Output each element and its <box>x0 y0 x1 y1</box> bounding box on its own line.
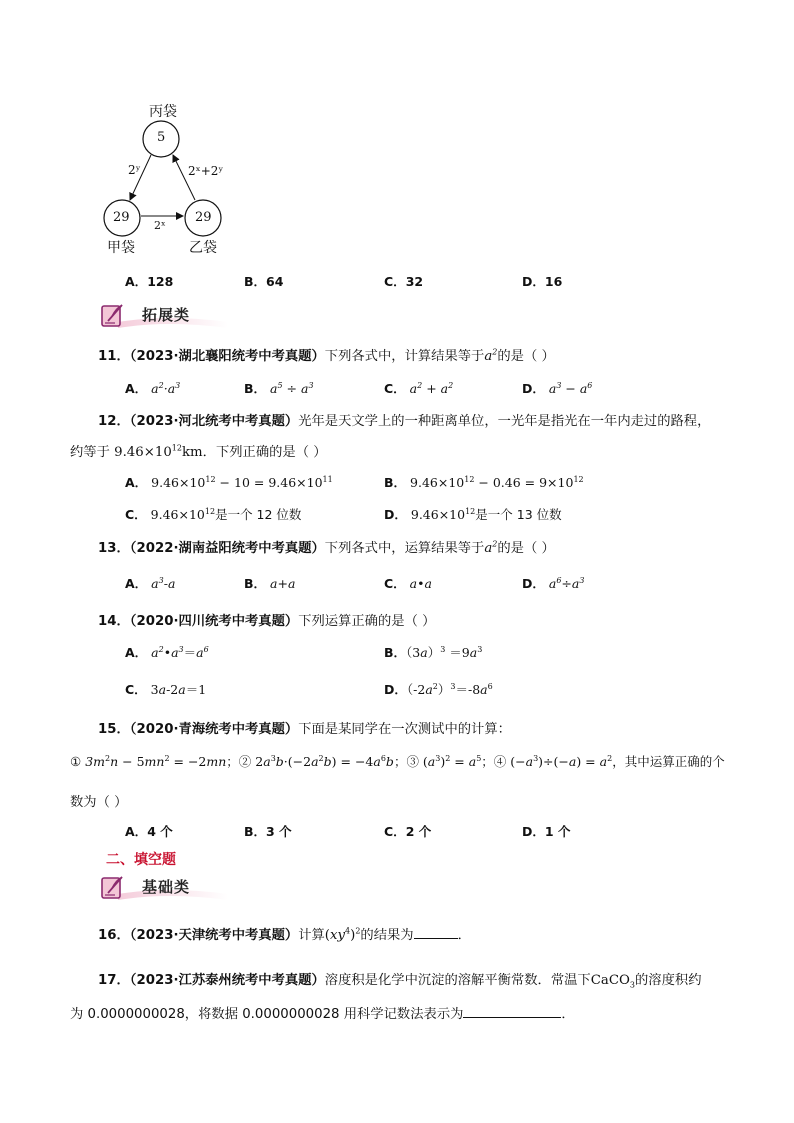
option-letter: A． <box>125 274 148 289</box>
q11-option-a[interactable]: A． $a^2\cdot a^3$ <box>125 380 181 396</box>
question-number: 14． <box>98 614 130 629</box>
question-source: （2023·天津统考中考真题） <box>129 928 299 943</box>
bag-b-value: 29 <box>195 210 212 225</box>
option-value: 1 个 <box>544 824 571 839</box>
answer-blank[interactable] <box>414 926 458 939</box>
option-letter: C． <box>384 576 406 591</box>
question-tail: 的结果为 <box>360 928 414 943</box>
question-text: 溶度积是化学中沉淀的溶解平衡常数．常温下 <box>324 973 591 988</box>
option-value: 32 <box>405 274 424 289</box>
q11-stem <box>98 345 555 364</box>
q10-option-a[interactable] <box>125 272 173 290</box>
bag-a-label: 甲袋 <box>107 240 135 256</box>
q10-option-b[interactable] <box>244 272 283 290</box>
math: $a^2$ <box>484 539 498 556</box>
q14-option-b[interactable]: B．$(3a)^3 =9a^3$ <box>384 644 483 660</box>
option-letter: A． <box>125 475 148 490</box>
option-letter: B． <box>384 645 407 660</box>
q12-stem-line1 <box>98 410 710 429</box>
edge-bottom-label: 2ˣ <box>154 219 166 232</box>
q12-option-c[interactable]: C． $9.46\times 10^{12}$是一个 12 位数 <box>125 506 302 522</box>
option-letter: A． <box>125 381 148 396</box>
question-tail: 的是（ ） <box>497 541 555 556</box>
q13-option-b[interactable]: B． a+a <box>244 576 296 591</box>
q15-option-d[interactable] <box>522 822 570 840</box>
q12-option-d[interactable]: D． $9.46\times 10^{12}$是一个 13 位数 <box>384 506 562 522</box>
section-title: 拓展类 <box>142 306 191 324</box>
option-value: 64 <box>266 274 284 289</box>
edge-left-label: 2ʸ <box>128 163 141 177</box>
q15-stem <box>98 718 511 737</box>
question-source: （2023·湖北襄阳统考中考真题） <box>129 349 325 364</box>
question-number: 12． <box>98 414 130 429</box>
quill-book-icon <box>100 302 126 328</box>
section-banner-basic <box>98 872 228 902</box>
option-letter: C． <box>125 507 147 522</box>
option-letter: D． <box>522 576 545 591</box>
option-value: 128 <box>147 274 174 289</box>
section-title: 基础类 <box>142 878 191 896</box>
q13-stem <box>98 537 555 556</box>
question-text: 下面是某同学在一次测试中的计算： <box>298 722 511 737</box>
option-text: 是一个 12 位数 <box>215 507 302 522</box>
option-letter: B． <box>244 824 267 839</box>
math: $9.46\times 10^{12}km$ <box>109 443 203 460</box>
q13-option-a[interactable]: A． $a^3-a$ <box>125 575 176 591</box>
answer-blank[interactable] <box>463 1005 561 1018</box>
option-letter: D． <box>522 274 545 289</box>
q14-option-a[interactable]: A． $a^2•a^3=a^6$ <box>125 644 209 660</box>
option-letter: D． <box>384 682 407 697</box>
question-text: 下列运算正确的是（ ） <box>298 614 436 629</box>
section-banner-expand <box>98 300 228 330</box>
bag-a-value: 29 <box>113 210 130 225</box>
question-number: 15． <box>98 722 130 737</box>
option-letter: C． <box>384 824 406 839</box>
question-text: 下列各式中，运算结果等于 <box>324 541 485 556</box>
option-letter: C． <box>384 381 406 396</box>
q10-option-c[interactable] <box>384 272 423 290</box>
bag-c-value: 5 <box>157 130 166 145</box>
question-number: 11． <box>98 349 130 364</box>
question-tail: ，其中运算正确的个 <box>612 754 725 769</box>
question-source: （2022·湖南益阳统考中考真题） <box>129 541 325 556</box>
q15-option-a[interactable] <box>125 822 173 840</box>
question-tail: 的是（ ） <box>497 349 555 364</box>
option-value: 2 个 <box>405 824 432 839</box>
q17-stem-line1 <box>98 969 702 990</box>
q13-option-c[interactable]: C． a•a <box>384 576 432 591</box>
option-letter: B． <box>244 381 267 396</box>
math: ① $3m^2n - 5mn^2 = -2mn$；② $2a^3b\cdot(-2a^2b) = -4a^6b$；③ $(a^3)^2 = a^5$；④ $(-a^3)\div(-a) = a^2$ <box>70 753 613 769</box>
arrow-c-to-a <box>130 155 151 200</box>
option-letter: D． <box>522 381 545 396</box>
question-source: （2023·河北统考中考真题） <box>129 414 299 429</box>
math: $(xy^4)^2$ <box>324 926 361 943</box>
option-letter: B． <box>244 576 267 591</box>
q12-stem-line2 <box>70 441 327 460</box>
q11-option-b[interactable]: B． $a^5 \div a^3$ <box>244 380 314 396</box>
math: $a^2$ <box>484 347 498 364</box>
q17-stem-line2 <box>70 1003 575 1022</box>
q15-stem-line3: 数为（ ） <box>70 795 128 810</box>
option-text: 是一个 13 位数 <box>475 507 562 522</box>
bag-c-label: 丙袋 <box>149 104 177 120</box>
question-number: 16． <box>98 928 130 943</box>
question-text: 计算 <box>298 928 325 943</box>
q15-option-c[interactable] <box>384 822 431 840</box>
option-letter: A． <box>125 824 148 839</box>
q15-expressions <box>70 752 725 770</box>
question-tail: 的溶度积约 <box>635 973 702 988</box>
quill-book-icon <box>100 874 126 900</box>
part-two-heading: 二、填空题 <box>106 852 176 868</box>
option-value: 4 个 <box>147 824 173 839</box>
question-text: 光年是天文学上的一种距离单位，一光年是指光在一年内走过的路程， <box>298 414 711 429</box>
question-source: （2023·江苏泰州统考中考真题） <box>129 973 325 988</box>
q13-option-d[interactable]: D． $a^6\div a^3$ <box>522 575 585 591</box>
option-letter: B． <box>384 475 407 490</box>
question-tail: ．下列正确的是（ ） <box>202 445 327 460</box>
q14-stem <box>98 610 435 629</box>
math: CaCO$_3$ <box>590 973 636 990</box>
edge-right-label: 2ˣ+2ʸ <box>188 164 224 178</box>
option-value: 16 <box>544 274 563 289</box>
q11-option-d[interactable]: D． $a^3 - a^6$ <box>522 380 593 396</box>
q12-option-b[interactable]: B． $9.46\times 10^{12} - 0.46 = 9\times 10^{12}$ <box>384 474 584 490</box>
option-letter: A． <box>125 645 148 660</box>
question-source: （2020·四川统考中考真题） <box>129 614 299 629</box>
q16-stem <box>98 924 471 943</box>
q14-option-c[interactable]: C． 3a-2a＝1 <box>125 682 207 697</box>
q12-option-a[interactable]: A． $9.46\times 10^{12} - 10 = 9.46\times 10^{11}$ <box>125 474 333 490</box>
question-source: （2020·青海统考中考真题） <box>129 722 299 737</box>
option-letter: C． <box>125 682 147 697</box>
option-letter: B． <box>244 274 267 289</box>
question-end: ． <box>457 928 471 943</box>
bag-b-label: 乙袋 <box>189 240 217 256</box>
option-letter: D． <box>384 507 407 522</box>
question-number: 13． <box>98 541 130 556</box>
option-letter: A． <box>125 576 148 591</box>
option-letter: C． <box>384 274 406 289</box>
question-text: 为 0.0000000028，将数据 0.0000000028 用科学记数法表示为 <box>70 1007 464 1022</box>
question-text: 下列各式中，计算结果等于 <box>324 349 485 364</box>
q15-option-b[interactable] <box>244 822 292 840</box>
q11-option-c[interactable]: C． $a^2 + a^2$ <box>384 380 454 396</box>
option-letter: D． <box>522 824 545 839</box>
question-text: 约等于 <box>70 445 110 460</box>
question-end: ． <box>561 1007 575 1022</box>
question-number: 17． <box>98 973 130 988</box>
option-value: 3 个 <box>266 824 292 839</box>
q10-option-d[interactable] <box>522 272 562 290</box>
q14-option-d[interactable]: D．$(-2a^2)^3=-8a^6$ <box>384 681 493 697</box>
